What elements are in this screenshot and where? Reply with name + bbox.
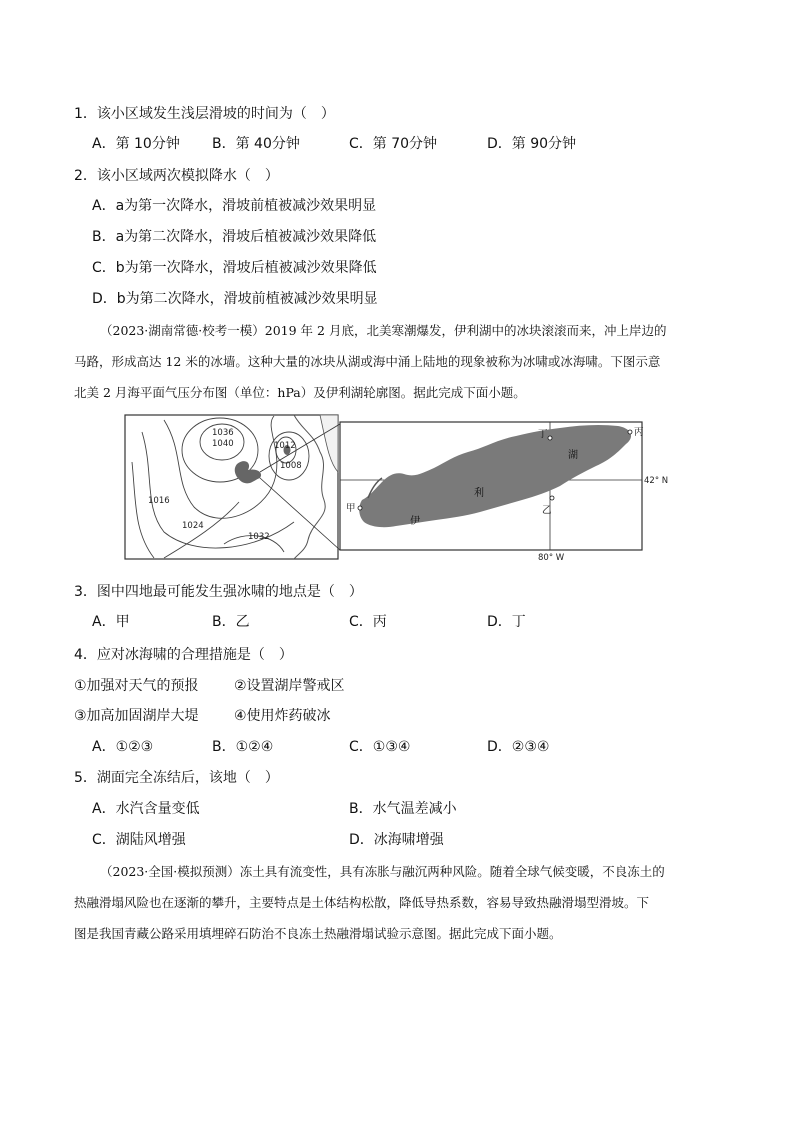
place-dot-yi — [550, 496, 554, 500]
q2-option-b[interactable]: B．a为第二次降水，滑坡后植被减沙效果降低 — [92, 229, 377, 245]
q1-option-a[interactable]: A．第 10分钟 — [92, 136, 180, 152]
latitude-label: 42° N — [644, 476, 669, 486]
pressure-map-figure — [124, 412, 669, 563]
passage-ice-tsunami — [74, 315, 724, 408]
q3-option-d[interactable]: D．丁 — [487, 614, 526, 630]
lake-label-hu: 湖 — [568, 450, 578, 461]
figure-svg — [124, 412, 669, 563]
q4-option-c[interactable]: C．①③④ — [349, 739, 411, 755]
isobar-label-1012: 1012 — [274, 441, 296, 451]
isobar-label-1016: 1016 — [148, 496, 170, 506]
q3-option-c[interactable]: C．丙 — [349, 614, 387, 630]
place-label-yi: 乙 — [542, 505, 552, 516]
place-dot-jia — [358, 506, 362, 510]
passage1-line1: （2023·湖南常德·校考一模）2019 年 2 月底，北美寒潮爆发，伊利湖中的冰块滚滚而来，冲上岸边的 — [100, 323, 667, 338]
q3-stem: 3．图中四地最可能发生强冰啸的地点是（ ） — [74, 584, 363, 600]
q4-item-4: ④使用炸药破冰 — [234, 708, 331, 724]
q1-option-b[interactable]: B．第 40分钟 — [212, 136, 300, 152]
isobar-label-1036: 1036 — [212, 428, 234, 438]
q3-option-a[interactable]: A．甲 — [92, 614, 130, 630]
isobar-label-1008: 1008 — [280, 461, 302, 471]
q3-option-b[interactable]: B．乙 — [212, 614, 250, 630]
isobar-label-1040: 1040 — [212, 439, 234, 449]
q4-item-3: ③加高加固湖岸大堤 — [74, 708, 199, 724]
q1-stem: 1．该小区域发生浅层滑坡的时间为（ ） — [74, 106, 335, 122]
q4-option-d[interactable]: D．②③④ — [487, 739, 550, 755]
q1-option-c[interactable]: C．第 70分钟 — [349, 136, 438, 152]
passage-permafrost — [74, 856, 724, 949]
q5-option-c[interactable]: C．湖陆风增强 — [92, 832, 186, 848]
q1-option-d[interactable]: D．第 90分钟 — [487, 136, 577, 152]
passage2-line3: 图是我国青藏公路采用填埋碎石防治不良冻土热融滑塌试验示意图。据此完成下面小题。 — [74, 926, 562, 941]
q5-stem: 5．湖面完全冻结后，该地（ ） — [74, 770, 279, 786]
isobar-label-1032: 1032 — [248, 532, 270, 542]
place-dot-bing — [628, 430, 632, 434]
q5-option-d[interactable]: D．冰海啸增强 — [349, 832, 444, 848]
isobar-label-1024: 1024 — [182, 521, 204, 531]
lake-label-li: 利 — [474, 488, 484, 499]
longitude-label: 80° W — [538, 553, 565, 563]
passage2-line1: （2023·全国·模拟预测）冻土具有流变性，具有冻胀与融沉两种风险。随着全球气候变暖，不良冻土的 — [100, 864, 665, 879]
q2-option-d[interactable]: D．b为第二次降水，滑坡前植被减沙效果明显 — [92, 291, 378, 307]
q4-option-a[interactable]: A．①②③ — [92, 739, 154, 755]
place-dot-ding — [548, 436, 552, 440]
q4-option-b[interactable]: B．①②④ — [212, 739, 274, 755]
q2-option-c[interactable]: C．b为第一次降水，滑坡后植被减沙效果降低 — [92, 260, 377, 276]
passage2-line2: 热融滑塌风险也在逐渐的攀升，主要特点是土体结构松散，降低导热系数，容易导致热融滑塌型滑坡。下 — [74, 895, 650, 910]
q4-item-1: ①加强对天气的预报 — [74, 678, 199, 694]
lake-label-yi: 伊 — [410, 516, 420, 527]
q2-stem: 2．该小区域两次模拟降水（ ） — [74, 168, 279, 184]
passage1-line2: 马路，形成高达 12 米的冰墙。这种大量的冰块从湖或海中涌上陆地的现象被称为冰啸或冰海啸。下图示意 — [74, 354, 661, 369]
place-label-ding: 丁 — [538, 429, 548, 440]
place-label-jia: 甲 — [346, 503, 356, 514]
place-label-bing: 丙 — [634, 427, 644, 438]
passage1-line3: 北美 2 月海平面气压分布图（单位：hPa）及伊利湖轮廓图。据此完成下面小题。 — [74, 385, 526, 400]
q4-item-2: ②设置湖岸警戒区 — [234, 678, 345, 694]
q2-option-a[interactable]: A．a为第一次降水，滑坡前植被减沙效果明显 — [92, 198, 377, 214]
q5-option-a[interactable]: A．水汽含量变低 — [92, 801, 200, 817]
q5-option-b[interactable]: B．水气温差减小 — [349, 801, 457, 817]
q4-stem: 4．应对冰海啸的合理措施是（ ） — [74, 647, 293, 663]
